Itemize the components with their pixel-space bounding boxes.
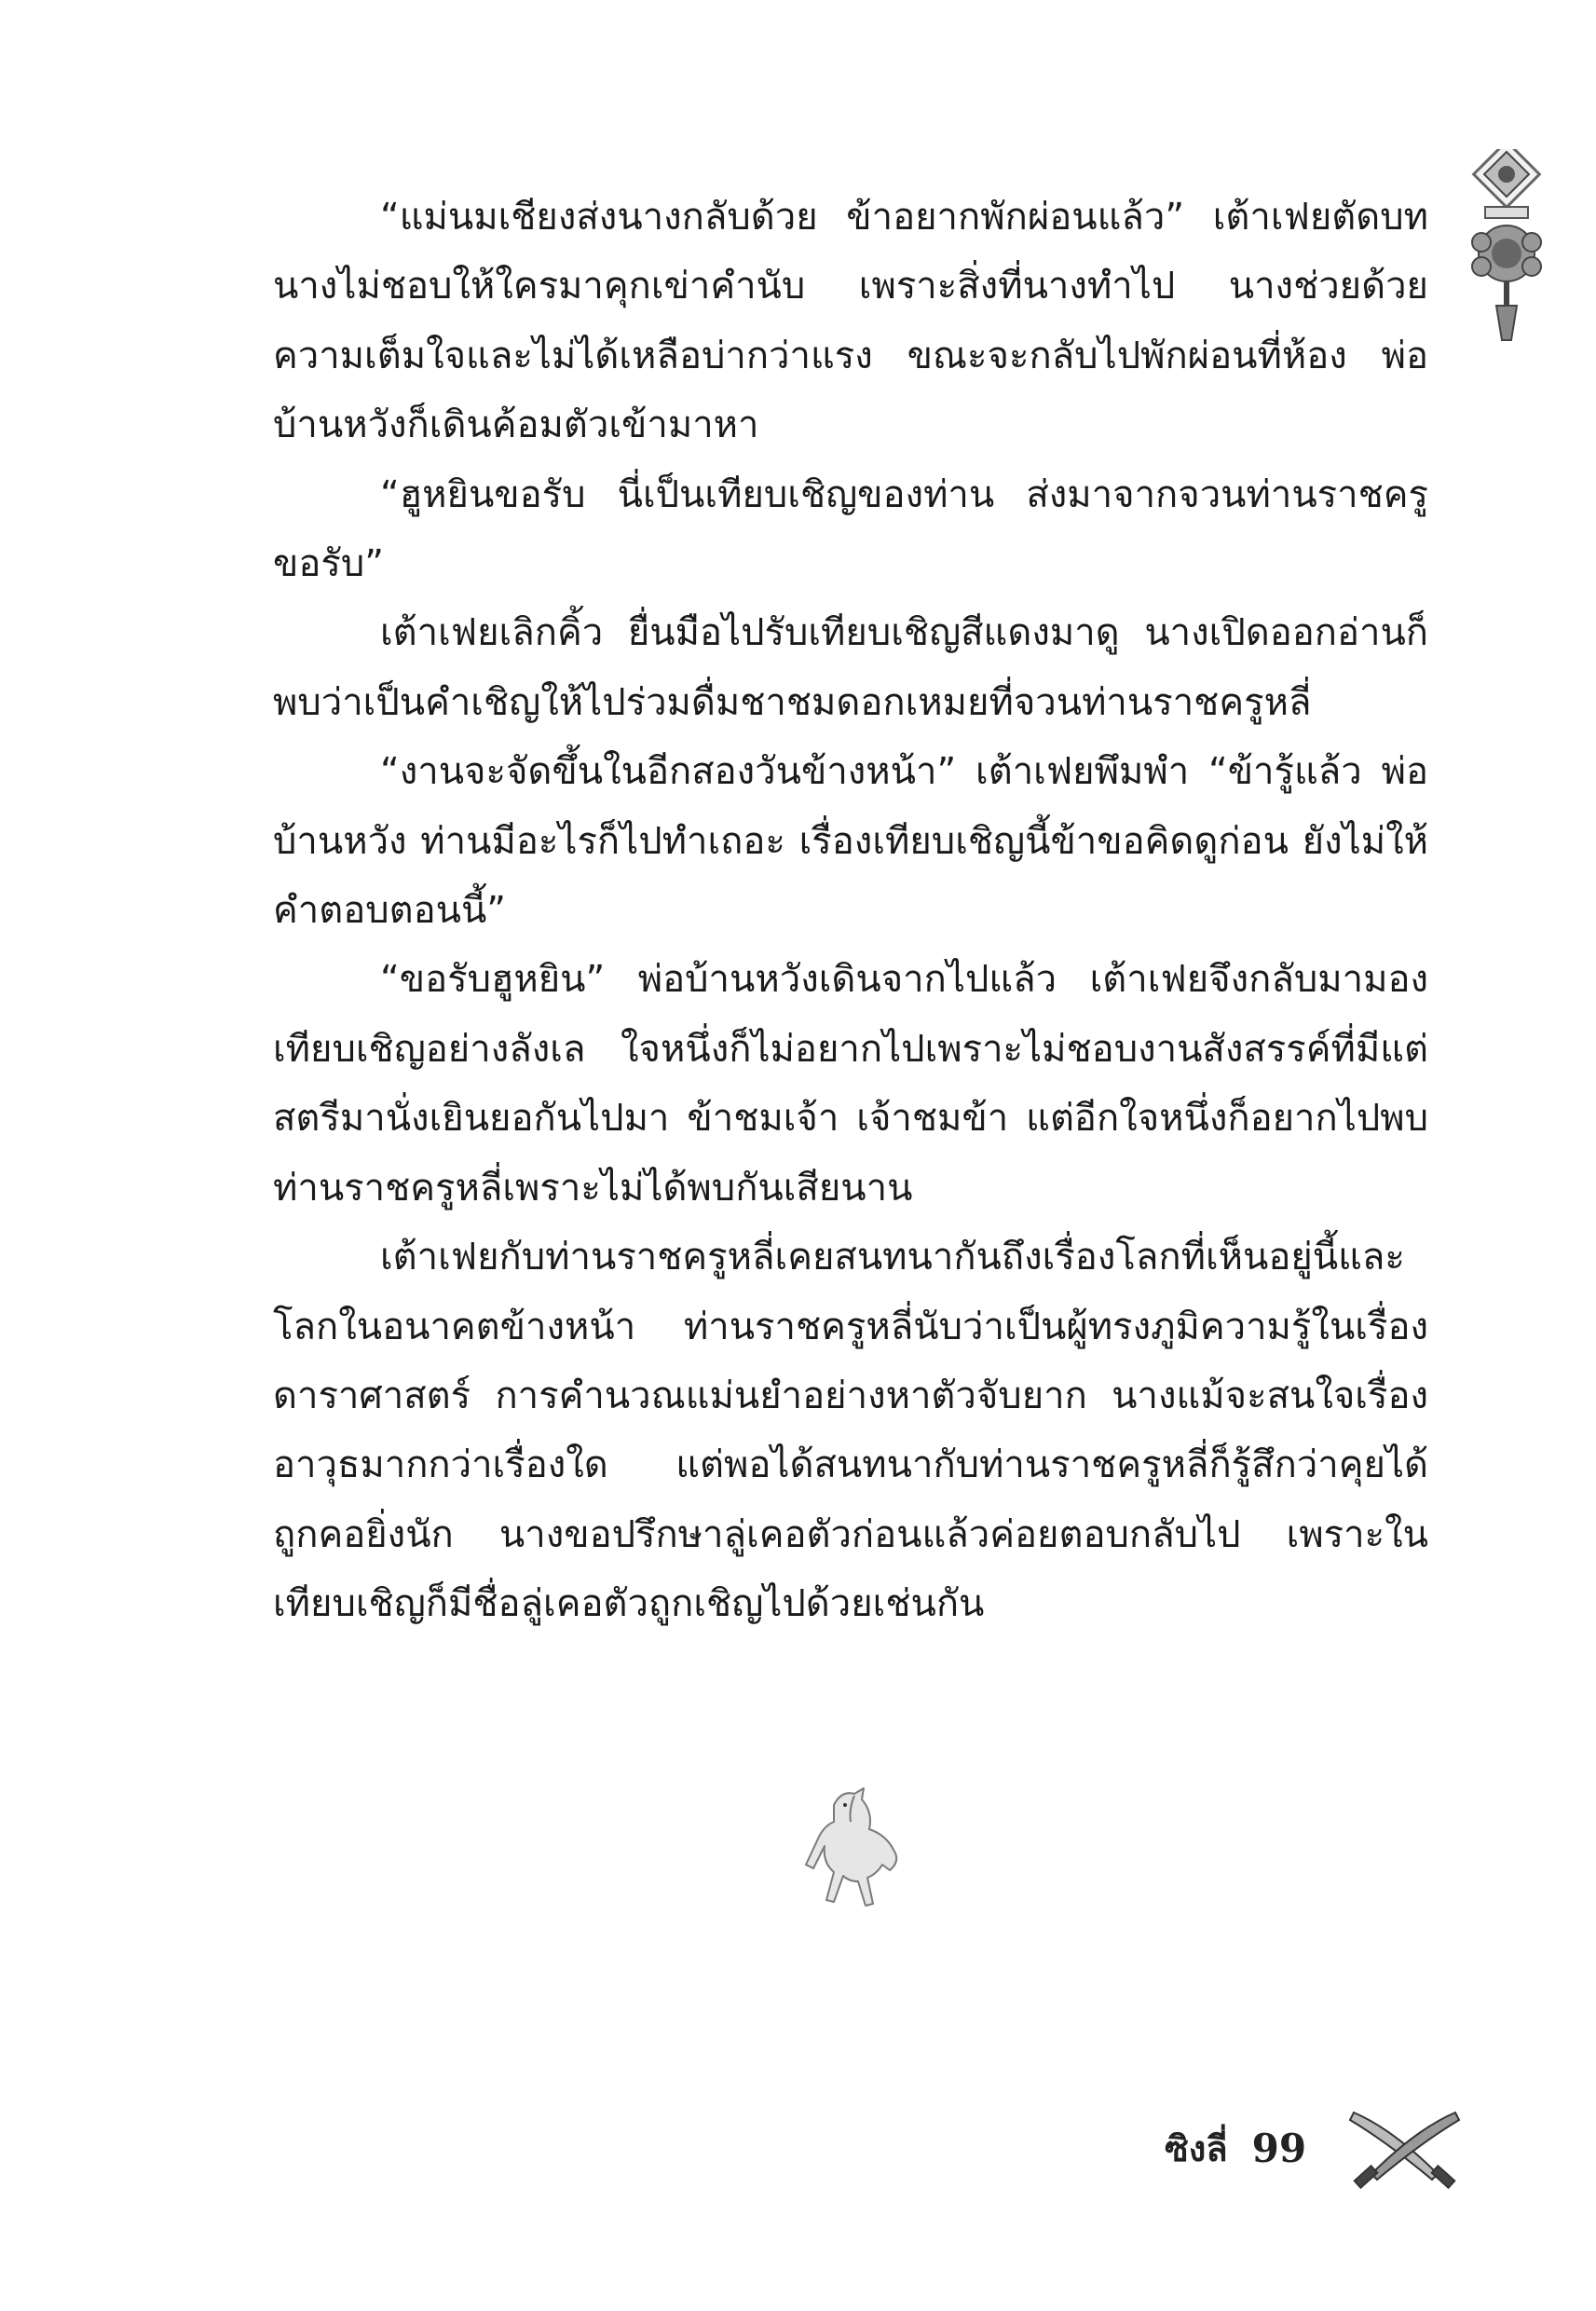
chinese-knot-ornament-icon bbox=[1465, 149, 1548, 345]
crossed-knives-icon bbox=[1346, 2101, 1463, 2195]
page-number: 99 bbox=[1251, 2125, 1307, 2171]
book-title: ซิงลี่ bbox=[1165, 2126, 1228, 2169]
paragraph: เต้าเฟยเลิกคิ้ว ยื่นมือไปรับเทียบเชิญสีแดงมาดู นางเปิดออกอ่านก็พบว่าเป็นคำเชิญให้ไปร่วมดื่มชาชมดอกเหมยที่จวนท่านราชครูหลี่ bbox=[273, 611, 1428, 724]
horse-icon bbox=[797, 1785, 908, 1915]
paragraph: “ขอรับฮูหยิน” พ่อบ้านหวังเดินจากไปแล้ว เต้าเฟยจึงกลับมามองเทียบเชิญอย่างลังเล ใจหนึ่งก็ไม่อยากไปเพราะไม่ชอบงานสังสรรค์ที่มีแต่สตรีมานั่งเยินยอกันไปมา ข้าชมเจ้า เจ้าชมข้า แต่อีกใจหนึ่งก็อยากไปพบท่านราชครูหลี่เพราะไม่ได้พบกันเสียนาน bbox=[273, 958, 1428, 1210]
paragraph: “แม่นมเชียงส่งนางกลับด้วย ข้าอยากพักผ่อนแล้ว” เต้าเฟยตัดบท นางไม่ชอบให้ใครมาคุกเข่าคำนับ เพราะสิ่งที่นางทำไป นางช่วยด้วยความเต็มใจและไม่ได้เหลือบ่ากว่าแรง ขณะจะกลับไปพักผ่อนที่ห้อง พ่อบ้านหวังก็เดินค้อมตัวเข้ามาหา bbox=[273, 196, 1428, 447]
paragraph: “ฮูหยินขอรับ นี่เป็นเทียบเชิญของท่าน ส่งมาจากจวนท่านราชครูขอรับ” bbox=[273, 472, 1428, 586]
chapter-body bbox=[273, 183, 1428, 1639]
paragraph: “งานจะจัดขึ้นในอีกสองวันข้างหน้า” เต้าเฟยพึมพำ “ข้ารู้แล้ว พ่อบ้านหวัง ท่านมีอะไรก็ไปทำเถอะ เรื่องเทียบเชิญนี้ข้าขอคิดดูก่อน ยังไม่ให้คำตอบตอนนี้” bbox=[273, 750, 1428, 933]
paragraph: เต้าเฟยกับท่านราชครูหลี่เคยสนทนากันถึงเรื่องโลกที่เห็นอยู่นี้และโลกในอนาคตข้างหน้า ท่านราชครูหลี่นับว่าเป็นผู้ทรงภูมิความรู้ในเรื่องดาราศาสตร์ การคำนวณแม่นยำอย่างหาตัวจับยาก นางแม้จะสนใจเรื่องอาวุธมากกว่าเรื่องใด แต่พอได้สนทนากับท่านราชครูหลี่ก็รู้สึกว่าคุยได้ถูกคอยิ่งนัก นางขอปรึกษาลู่เคอตัวก่อนแล้วค่อยตอบกลับไป เพราะในเทียบเชิญก็มีชื่อลู่เคอตัวถูกเชิญไปด้วยเช่นกัน bbox=[273, 1236, 1428, 1626]
page-footer bbox=[1165, 2111, 1306, 2185]
